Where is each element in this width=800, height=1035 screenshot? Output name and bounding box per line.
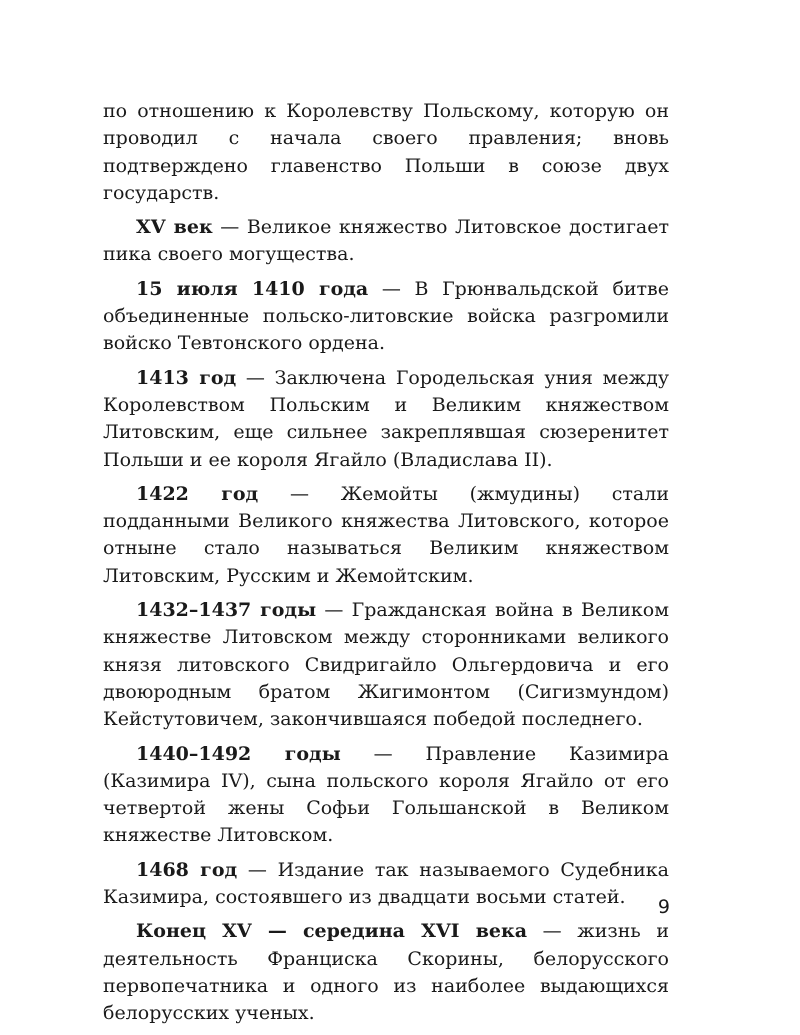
chronology-entry <box>103 918 669 1027</box>
chronology-entry <box>103 365 669 474</box>
entry-date: XV век <box>136 216 213 239</box>
entry-date: 1422 год <box>136 482 259 505</box>
page-number: 9 <box>657 896 670 918</box>
entry-date: 15 июля 1410 года <box>136 277 369 300</box>
entry-date: Конец XV — середина XVI века <box>136 920 528 943</box>
entry-text: — В Грюнвальдской битве объединенные польско-литовские войска разгромили войско Тевтонского ордена. <box>103 277 669 355</box>
entry-text: — Правление Казимира (Казимира IV), сына польского короля Ягайло от его четвертой жены Софьи Гольшанской в Великом княжестве Литовском. <box>103 742 669 847</box>
chronology-entry <box>103 741 669 850</box>
entry-text: — Издание так называемого Судебника Казимира, состоявшего из двадцати восьми статей. <box>103 858 669 909</box>
chronology-entry <box>103 481 669 590</box>
entry-text: — Гражданская война в Великом княжестве Литовском между сторонниками великого князя литовского Свидригайло Ольгердовича и его двоюродным братом Жигимонтом (Сигизмундом) Кейстутовичем, закончившаяся победой последнего. <box>103 599 669 731</box>
entry-date: 1468 год <box>136 858 238 881</box>
paragraph-text: по отношению к Королевству Польскому, которую он проводил с начала своего правления; вновь подтверждено главенство Польши в союзе двух государств. <box>103 100 669 204</box>
chronology-entry <box>103 214 669 269</box>
entry-text: — Жемойты (жмудины) стали подданными Великого княжества Литовского, которое отныне стало называться Великим княжеством Литовским, Русским и Жемойтским. <box>103 482 669 587</box>
paragraph-continuation <box>103 98 669 207</box>
entry-text: — жизнь и деятельность Франциска Скорины, белорусского первопечатника и одного из наиболее выдающихся белорусских ученых. <box>103 920 669 1025</box>
page-body <box>103 98 669 1035</box>
entry-text: — Великое княжество Литовское достигает пика своего могущества. <box>103 216 670 266</box>
chronology-entry <box>103 857 669 912</box>
chronology-entry <box>103 597 669 733</box>
chronology-entry <box>103 276 669 358</box>
entry-date: 1432–1437 годы <box>136 599 317 622</box>
entry-date: 1440–1492 годы <box>136 742 341 765</box>
entry-date: 1413 год <box>136 366 237 389</box>
entry-text: — Заключена Городельская уния между Королевством Польским и Великим княжеством Литовским, еще сильнее закреплявшая сюзеренитет Польши и ее короля Ягайло (Владислава II). <box>103 366 670 471</box>
